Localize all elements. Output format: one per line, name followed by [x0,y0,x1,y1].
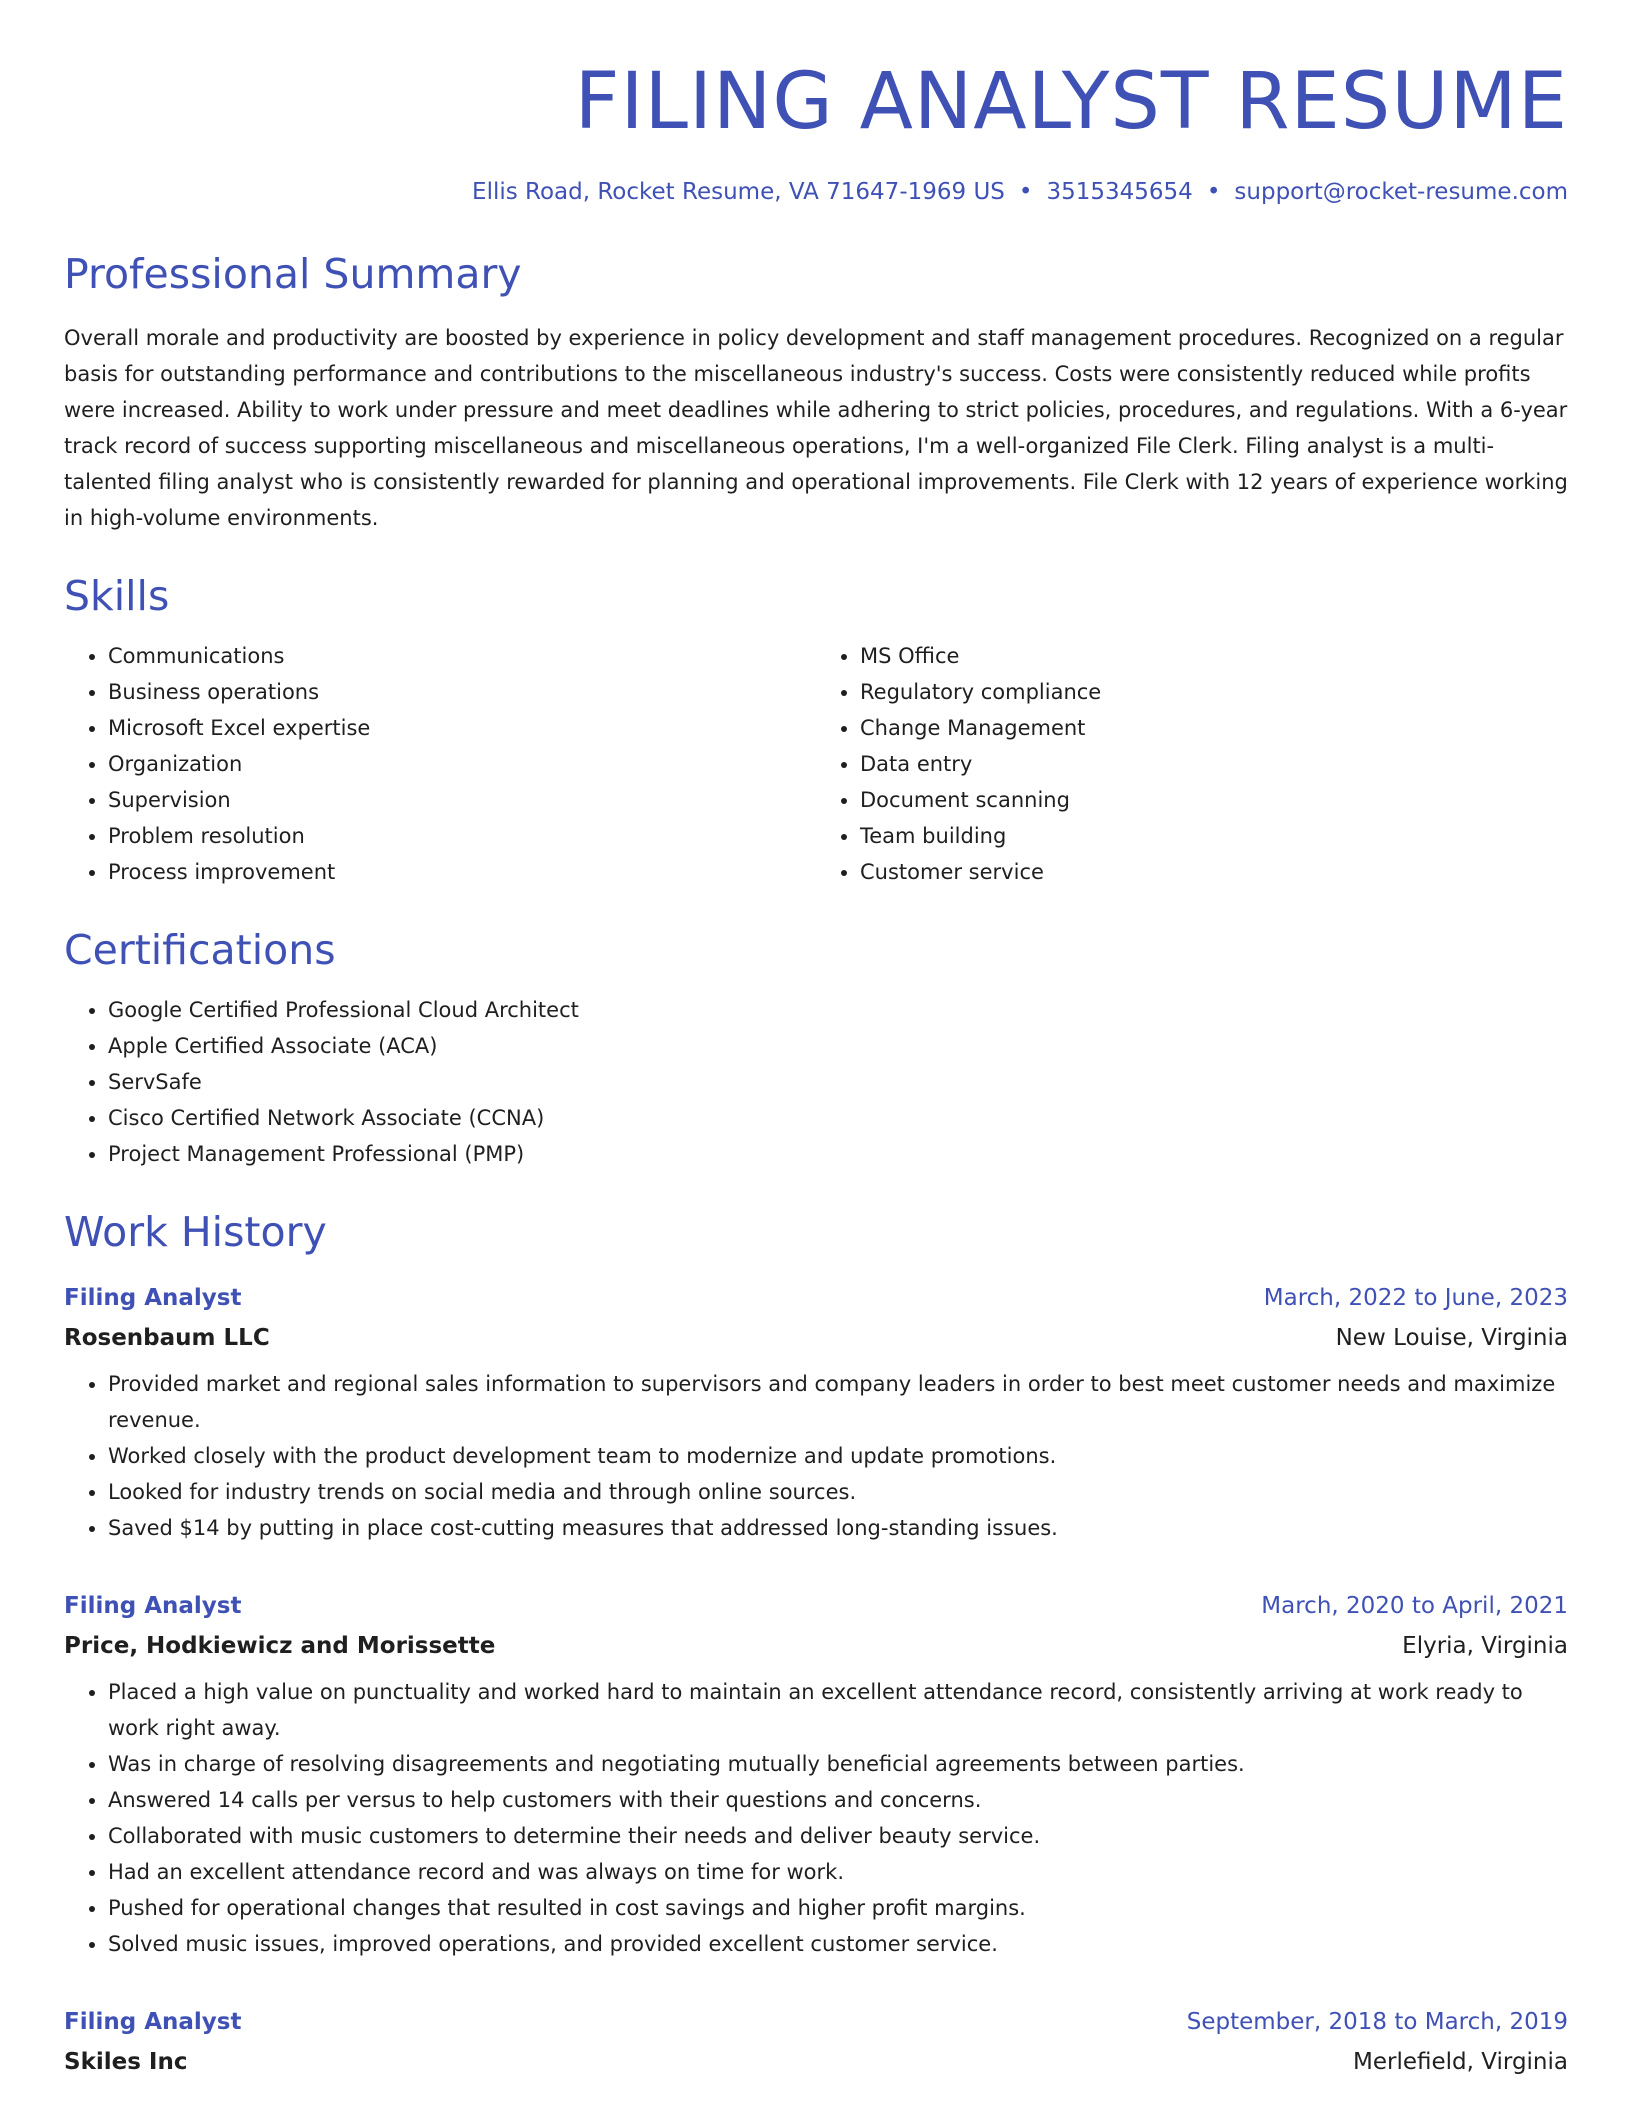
skill-item: • Document scanning [860,782,1568,818]
job-entry [64,1278,1568,1546]
skill-item: • Communications [108,638,816,674]
work-history-section [64,1206,1568,2082]
certifications-list [64,992,1568,1172]
skill-item: • Change Management [860,710,1568,746]
certification-item: • ServSafe [108,1064,1568,1100]
certifications-heading: Certifications [64,926,336,974]
job-dates: March, 2022 to June, 2023 [1263,1285,1568,1311]
skill-item: • Process improvement [108,854,816,890]
certification-item: • Apple Certified Associate (ACA) [108,1028,1568,1064]
job-bullet: • Was in charge of resolving disagreements and negotiating mutually beneficial agreements between parties. [108,1746,1568,1782]
skills-heading: Skills [64,572,170,620]
skill-item: • Customer service [860,854,1568,890]
skill-item: • Organization [108,746,816,782]
skills-grid [64,638,1568,890]
job-bullets [64,1674,1568,1962]
skill-item: • Microsoft Excel expertise [108,710,816,746]
skill-item: • MS Office [860,638,1568,674]
job-entry [64,1586,1568,1962]
contact-email: support@rocket-resume.com [1234,179,1568,205]
summary-heading: Professional Summary [64,250,522,298]
contact-phone: 3515345654 [1046,179,1193,205]
job-bullet: • Provided market and regional sales information to supervisors and company leaders in order to best meet customer needs and maximize revenue. [108,1366,1568,1438]
job-location: Elyria, Virginia [1402,1633,1568,1659]
skill-item: • Problem resolution [108,818,816,854]
summary-text: Overall morale and productivity are boosted by experience in policy development and staff management procedures. Recognized on a regular basis for outstanding performance and contributions to the miscellaneous industry's success. Costs were consistently reduced while profits were increased. Ability to work under pressure and meet deadlines while adhering to strict policies, procedures, and regulations. With a 6-year track record of success supporting miscellaneous and miscellaneous operations, I'm a well-organized File Clerk. Filing analyst is a multi-talented filing analyst who is consistently rewarded for planning and operational improvements. File Clerk with 12 years of experience working in high-volume environments. [64,326,1568,530]
skills-list-left [64,638,816,890]
job-bullet: • Collaborated with music customers to determine their needs and deliver beauty service. [108,1818,1568,1854]
job-company-row [64,1626,1568,1666]
job-header-row [64,1586,1568,1626]
skill-item: • Data entry [860,746,1568,782]
certifications-section [64,924,1568,1172]
job-bullet: • Placed a high value on punctuality and worked hard to maintain an excellent attendance record, consistently arriving at work ready to work right away. [108,1674,1568,1746]
job-dates: March, 2020 to April, 2021 [1261,1593,1568,1619]
skill-item: • Supervision [108,782,816,818]
skill-item: • Business operations [108,674,816,710]
job-title: Filing Analyst [64,1285,242,1311]
job-entry [64,2002,1568,2082]
job-bullet: • Worked closely with the product development team to modernize and update promotions. [108,1438,1568,1474]
contact-separator: • [1018,179,1033,205]
resume-title: FILING ANALYST RESUME [574,57,1568,147]
skill-item: • Regulatory compliance [860,674,1568,710]
certification-item: • Google Certified Professional Cloud Architect [108,992,1568,1028]
contact-separator: • [1206,179,1221,205]
job-header-row [64,2002,1568,2042]
job-company-row [64,1318,1568,1358]
job-bullet: • Saved $14 by putting in place cost-cutting measures that addressed long-standing issues. [108,1510,1568,1546]
job-company: Rosenbaum LLC [64,1325,270,1351]
job-company: Price, Hodkiewicz and Morissette [64,1633,496,1659]
job-title: Filing Analyst [64,1593,242,1619]
skills-section [64,570,1568,890]
skills-list-right [816,638,1568,890]
job-company: Skiles Inc [64,2049,188,2075]
job-location: New Louise, Virginia [1335,1325,1568,1351]
job-company-row [64,2042,1568,2082]
job-header-row [64,1278,1568,1318]
contact-line [64,176,1568,208]
skill-item: • Team building [860,818,1568,854]
contact-address: Ellis Road, Rocket Resume, VA 71647-1969 US [472,179,1005,205]
job-bullet: • Had an excellent attendance record and was always on time for work. [108,1854,1568,1890]
work-history-heading: Work History [64,1208,327,1256]
job-bullet: • Answered 14 calls per versus to help customers with their questions and concerns. [108,1782,1568,1818]
job-title: Filing Analyst [64,2009,242,2035]
job-bullets [64,1366,1568,1546]
job-bullet: • Pushed for operational changes that resulted in cost savings and higher profit margins. [108,1890,1568,1926]
job-bullet: • Looked for industry trends on social media and through online sources. [108,1474,1568,1510]
job-location: Merlefield, Virginia [1353,2049,1568,2075]
job-dates: September, 2018 to March, 2019 [1186,2009,1568,2035]
certification-item: • Cisco Certified Network Associate (CCNA) [108,1100,1568,1136]
certification-item: • Project Management Professional (PMP) [108,1136,1568,1172]
job-bullet: • Solved music issues, improved operations, and provided excellent customer service. [108,1926,1568,1962]
